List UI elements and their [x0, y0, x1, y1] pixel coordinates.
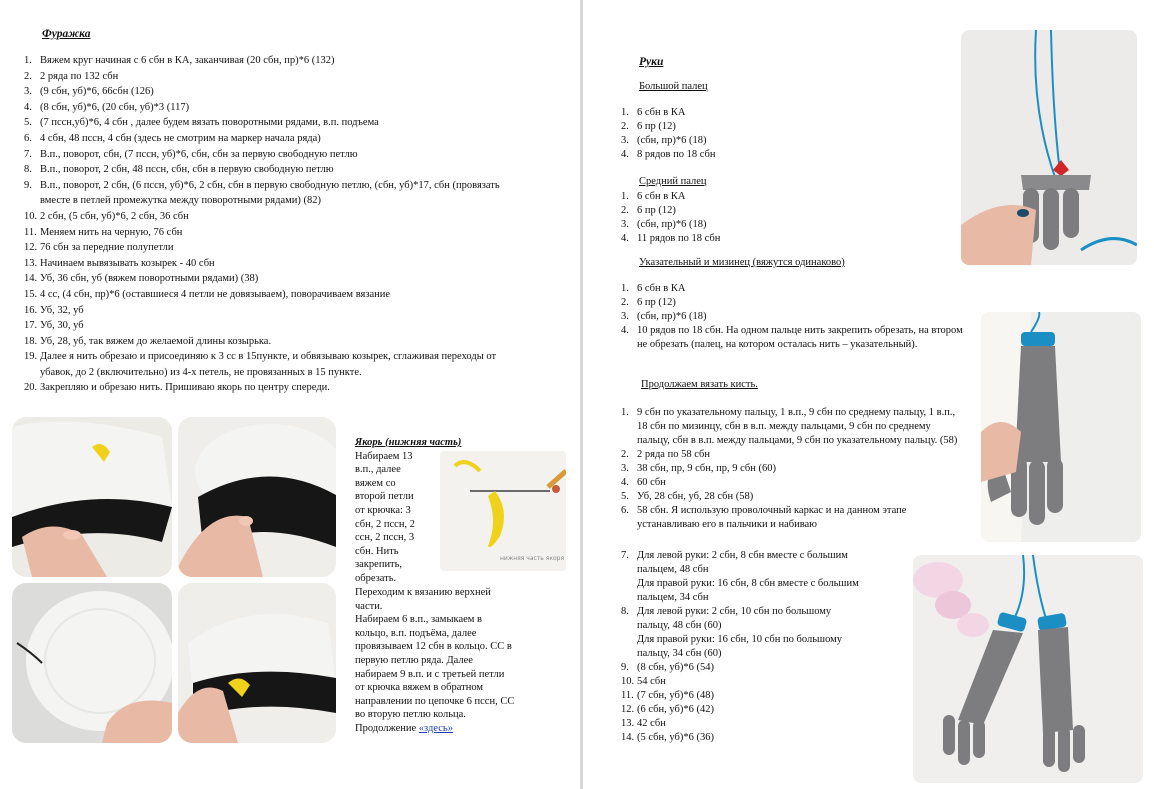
anchor-text-line: первую петлю ряда. Далее [355, 654, 473, 666]
step-text: 11 рядов по 18 сбн [637, 233, 721, 244]
anchor-text-line: сбн, 2 пссн, 2 [355, 518, 415, 530]
step-text: Уб, 32, уб [40, 304, 84, 316]
step-text: 2 сбн, (5 сбн, уб)*6, 2 сбн, 36 сбн [40, 210, 189, 222]
step-number: 1. [621, 191, 629, 202]
anchor-photo-caption: нижняя часть якоря [500, 555, 565, 562]
step-text: В.п., поворот, сбн, (7 пссн, уб)*6, сбн, сбн за первую свободную петлю [40, 148, 358, 160]
step-number: 2. [24, 70, 32, 82]
middle-step [621, 190, 941, 204]
step-text: Начинаем вывязывать козырек - 40 сбн [40, 257, 215, 269]
hand-steps-list-b [621, 549, 911, 745]
step-text: 6 сбн в КА [637, 283, 686, 294]
step-text: (9 сбн, уб)*6, 66сбн (126) [40, 86, 154, 98]
step-number: 4. [621, 477, 629, 488]
subtitle-hand: Продолжаем вязать кисть. [641, 379, 758, 390]
step-number: 3. [621, 463, 629, 474]
thumb-step [621, 148, 941, 162]
step-text: Уб, 28, уб, так вяжем до желаемой длины козырька. [40, 335, 272, 347]
anchor-wide-text [355, 586, 575, 722]
cap-step [24, 318, 524, 334]
step-number: 2. [621, 297, 629, 308]
cap-step [24, 84, 524, 100]
cap-step [24, 115, 524, 131]
hand-step [621, 703, 911, 717]
step-text: 9 сбн по указательному пальцу, 1 в.п., 9 сбн по среднему пальцу, 1 в.п., 18 сбн по мизинцу, сбн в в.п. между пальцами, 9 сбн по среднему пальцу, сбн в в.п. между пальцами, 9 сбн по указательному пальцу. (58) [637, 407, 958, 446]
anchor-text-line: второй петли [355, 491, 414, 503]
step-text-line: пальцу, 34 сбн (60) [637, 648, 722, 659]
index-steps-list [621, 282, 966, 352]
anchor-text-line: Набираем 13 [355, 450, 413, 462]
anchor-title: Якорь (нижняя часть) [355, 437, 462, 448]
step-text-line: (8 сбн, уб)*6 (54) [637, 662, 714, 673]
step-text-line: (7 сбн, уб)*6 (48) [637, 690, 714, 701]
step-text: (8 сбн, уб)*6, (20 сбн, уб)*3 (117) [40, 101, 190, 113]
cap-step [24, 162, 524, 178]
step-number: 4. [24, 101, 32, 113]
step-text-line: (5 сбн, уб)*6 (36) [637, 732, 714, 743]
step-number: 8. [621, 606, 629, 617]
anchor-text-line: кольцо, в.п. подъёма, далее [355, 627, 477, 639]
anchor-text-line: Набираем 6 в.п., замыкаем в [355, 614, 482, 626]
thumb-step [621, 106, 941, 120]
step-number: 15. [24, 288, 38, 300]
photo-cap-underside-visor [178, 417, 336, 577]
anchor-text-line: Переходим к вязанию верхней [355, 587, 491, 598]
step-text: Уб, 36 сбн, уб (вяжем поворотными рядами) (38) [40, 273, 259, 285]
hand-step [621, 448, 966, 462]
step-number: 7. [621, 550, 629, 561]
step-text: 38 сбн, пр, 9 сбн, пр, 9 сбн (60) [637, 463, 776, 474]
step-text: 4 сс, (4 сбн, пр)*6 (оставшиеся 4 петли не довязываем), поворачиваем вязание [40, 288, 391, 300]
continue-label: Продолжение [355, 722, 417, 734]
step-number: 9. [24, 179, 32, 191]
step-text: Уб, 30, уб [40, 320, 84, 332]
step-number: 10. [621, 676, 635, 687]
cap-step [24, 240, 524, 256]
step-number: 3. [621, 135, 629, 146]
step-number: 13. [24, 257, 38, 269]
section-title-arms: Руки [639, 56, 664, 68]
step-text-line: (6 сбн, уб)*6 (42) [637, 704, 714, 715]
cap-step [24, 131, 524, 147]
photo-glove-fingers [961, 30, 1137, 265]
step-text: Далее я нить обрезаю и присоединяю к 3 сс в 15пункте, и обвязываю козырек, сглаживая переходы от убавок, до 2 (включительно) из 4-х петель, не провязанных в 15 пункте. [40, 351, 497, 378]
step-text-line: Для левой руки: 2 сбн, 8 сбн вместе с большим [637, 550, 848, 561]
step-number: 12. [24, 242, 38, 254]
hand-step [621, 504, 966, 532]
hand-step [621, 476, 966, 490]
anchor-text-line: закрепить, [355, 559, 403, 571]
step-text-line: пальцем, 34 сбн [637, 592, 709, 603]
photo-cap-side [178, 583, 336, 743]
cap-step [24, 380, 524, 396]
anchor-text-line: сбн. Нить [355, 545, 399, 557]
continue-link[interactable]: «здесь» [418, 722, 453, 734]
step-text: Уб, 28 сбн, уб, 28 сбн (58) [637, 491, 754, 502]
step-text: 6 пр (12) [637, 205, 676, 216]
step-text: 76 сбн за передние полупетли [40, 242, 174, 254]
step-number: 2. [621, 121, 629, 132]
step-text-line: Для правой руки: 16 сбн, 8 сбн вместе с большим [637, 578, 859, 589]
step-text: (сбн, пр)*6 (18) [637, 311, 707, 322]
step-number: 1. [621, 107, 629, 118]
index-step [621, 310, 966, 324]
hand-step [621, 549, 911, 605]
section-title-cap: Фуражка [42, 28, 91, 40]
hand-step [621, 731, 911, 745]
step-text: 6 пр (12) [637, 121, 676, 132]
step-number: 4. [621, 149, 629, 160]
thumb-step [621, 120, 941, 134]
step-text-line: пальцу, 48 сбн (60) [637, 620, 722, 631]
anchor-text-line: ссн, 2 пссн, 3 [355, 532, 415, 544]
step-number: 1. [621, 283, 629, 294]
anchor-text-line: от крючка вяжем в обратном [355, 682, 484, 694]
anchor-text-line: во вторую петлю кольца. [355, 709, 466, 721]
step-number: 1. [621, 407, 629, 418]
step-number: 13. [621, 718, 635, 729]
step-text: 4 сбн, 48 пссн, 4 сбн (здесь не смотрим на маркер начала ряда) [40, 132, 321, 144]
step-number: 5. [621, 491, 629, 502]
step-text: Вяжем круг начиная с 6 сбн в КА, заканчивая (20 сбн, пр)*6 (132) [40, 55, 335, 66]
middle-steps-list [621, 190, 941, 246]
anchor-text-line: обрезать. [355, 572, 397, 584]
hand-step [621, 462, 966, 476]
step-text-line: 42 сбн [637, 718, 666, 729]
photo-glove-hand [981, 312, 1141, 542]
step-number: 2. [621, 449, 629, 460]
cap-step [24, 287, 524, 303]
step-text: Закрепляю и обрезаю нить. Пришиваю якорь по центру спереди. [40, 382, 330, 394]
step-text: В.п., поворот, 2 сбн, (6 пссн, уб)*6, 2 сбн, сбн в первую свободную петлю, (сбн, уб)*17, сбн (провязать вместе в петлей промежутка между поворотными рядами) (82) [40, 179, 500, 207]
step-number: 3. [621, 219, 629, 230]
step-number: 17. [24, 320, 38, 332]
step-text: В.п., поворот, 2 сбн, 48 пссн, сбн, сбн в первую свободную петлю [40, 164, 334, 176]
cap-step [24, 69, 524, 85]
step-number: 3. [24, 86, 32, 98]
step-number: 9. [621, 662, 629, 673]
step-number: 3. [621, 311, 629, 322]
photo-anchor-crochet [440, 451, 566, 571]
cap-step [24, 147, 524, 163]
cap-step [24, 209, 524, 225]
step-number: 18. [24, 335, 38, 347]
step-number: 14. [621, 732, 635, 743]
hand-step [621, 717, 911, 731]
subtitle-middle: Средний палец [639, 176, 707, 187]
hand-step [621, 661, 911, 675]
thumb-step [621, 134, 941, 148]
cap-step [24, 334, 524, 350]
step-text: 6 сбн в КА [637, 107, 686, 118]
cap-step [24, 178, 524, 209]
step-text: (7 пссн,уб)*6, 4 сбн , далее будем вязать поворотными рядами, в.п. подъема [40, 117, 379, 129]
index-step [621, 282, 966, 296]
middle-step [621, 204, 941, 218]
step-text: 10 рядов по 18 сбн. На одном пальце нить закрепить обрезать, на втором не обрезать (палец, на котором осталась нить – указательный). [637, 325, 963, 350]
hand-step [621, 689, 911, 703]
step-text-line: Для правой руки: 16 сбн, 10 сбн по большому [637, 634, 843, 645]
step-text-line: Для левой руки: 2 сбн, 10 сбн по большому [637, 606, 832, 617]
anchor-text-line: части. [355, 600, 383, 612]
step-number: 6. [24, 132, 32, 144]
subtitle-index: Указательный и мизинец (вяжутся одинаково) [639, 257, 845, 268]
cap-step [24, 256, 524, 272]
cap-steps-list [24, 53, 524, 396]
middle-step [621, 232, 941, 246]
step-number: 6. [621, 505, 629, 516]
step-number: 4. [621, 325, 629, 336]
anchor-text-line: вяжем со [355, 477, 396, 489]
anchor-text-line: в.п., далее [355, 464, 401, 476]
step-text: 58 сбн. Я использую проволочный каркас и на данном этапе устанавливаю его в пальчики и набиваю [637, 505, 907, 530]
cap-step [24, 271, 524, 287]
step-number: 5. [24, 117, 32, 129]
step-number: 12. [621, 704, 635, 715]
anchor-text-line: набираем 9 в.п. и с третьей петли [355, 668, 505, 680]
hand-step [621, 490, 966, 504]
subtitle-thumb: Большой палец [639, 81, 708, 92]
step-text: 6 сбн в КА [637, 191, 686, 202]
anchor-text-line: направлении по цепочке 6 пссн, СС [355, 695, 515, 707]
step-number: 7. [24, 148, 32, 160]
step-number: 1. [24, 55, 32, 66]
step-number: 20. [24, 382, 38, 394]
photo-cap-top-round [12, 583, 172, 743]
step-number: 19. [24, 351, 38, 363]
step-number: 10. [24, 210, 38, 222]
middle-step [621, 218, 941, 232]
cap-step [24, 100, 524, 116]
step-number: 11. [24, 226, 37, 238]
step-number: 8. [24, 164, 32, 176]
photo-cap-visor-front [12, 417, 172, 577]
anchor-section-wide [355, 586, 575, 736]
step-text: 2 ряда по 58 сбн [637, 449, 710, 460]
step-number: 16. [24, 304, 38, 316]
index-step [621, 324, 966, 352]
hand-steps-list-a [621, 406, 966, 532]
step-text: (сбн, пр)*6 (18) [637, 219, 707, 230]
step-text: 6 пр (12) [637, 297, 676, 308]
right-page [583, 0, 1154, 789]
cap-step [24, 349, 524, 380]
step-number: 4. [621, 233, 629, 244]
index-step [621, 296, 966, 310]
anchor-text-line: от крючка: 3 [355, 504, 411, 516]
step-text-line: 54 сбн [637, 676, 666, 687]
step-text-line: пальцем, 48 сбн [637, 564, 709, 575]
step-text: 60 сбн [637, 477, 666, 488]
step-text: Меняем нить на черную, 76 сбн [40, 226, 183, 238]
step-text: (сбн, пр)*6 (18) [637, 135, 707, 146]
cap-step [24, 53, 524, 69]
cap-step [24, 303, 524, 319]
thumb-steps-list [621, 106, 941, 162]
step-number: 11. [621, 690, 634, 701]
hand-step [621, 406, 966, 448]
photo-two-gloves [913, 555, 1143, 783]
hand-step [621, 605, 911, 661]
step-number: 2. [621, 205, 629, 216]
cap-step [24, 225, 524, 241]
step-number: 14. [24, 273, 38, 285]
step-text: 8 рядов по 18 сбн [637, 149, 716, 160]
hand-step [621, 675, 911, 689]
anchor-text-line: провязываем 12 сбн в кольцо. СС в [355, 641, 512, 653]
step-text: 2 ряда по 132 сбн [40, 70, 119, 82]
